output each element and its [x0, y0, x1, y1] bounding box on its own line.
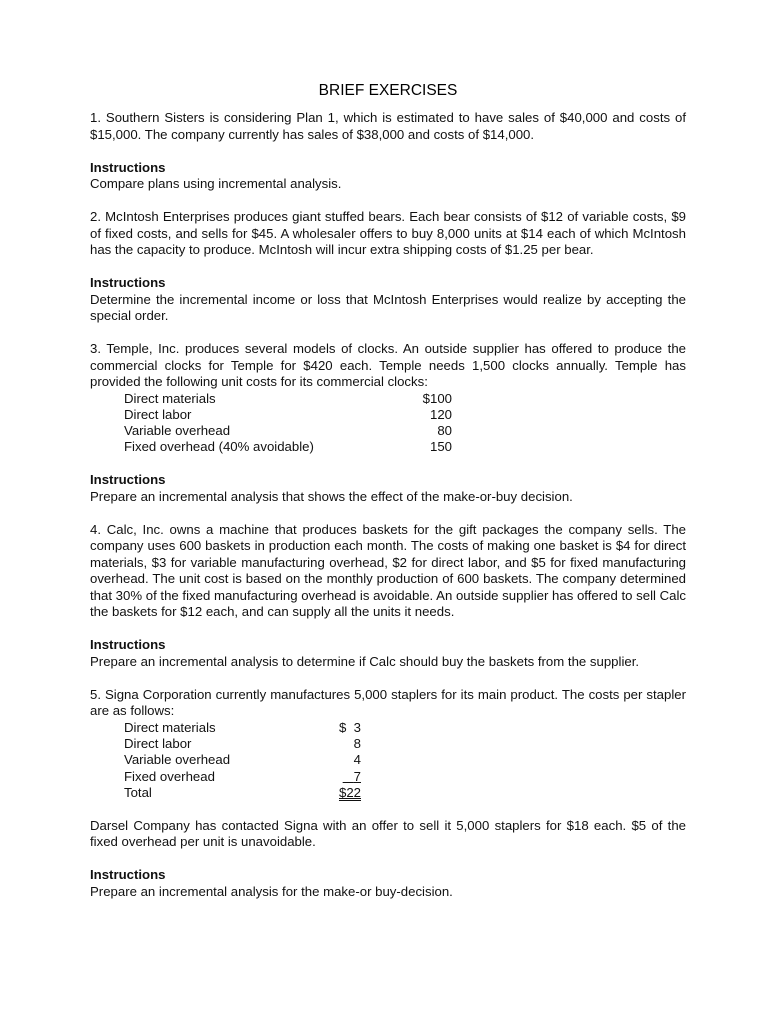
- cost-label: Variable overhead: [124, 752, 231, 768]
- cost-label: Direct labor: [124, 735, 192, 751]
- exercise-2-text: 2. McIntosh Enterprises produces giant stuffed bears. Each bear consists of $12 of variable costs, $9 of fixed costs, and sells for $45. A wholesaler offers to buy 8,000 units at $14 each of which McIntosh has the capacity to produce. McIntosh will incur extra shipping costs of $1.25 per bear.: [90, 209, 686, 257]
- cost-value: 120: [429, 406, 452, 422]
- cost-row: [124, 752, 361, 768]
- cost-row: [124, 439, 452, 455]
- exercise-3-instructions: Prepare an incremental analysis that shows the effect of the make-or-buy decision.: [90, 488, 573, 504]
- cost-label: Total: [124, 784, 152, 800]
- exercise-5-cost-table: [124, 720, 361, 801]
- document-body: [90, 82, 686, 900]
- exercise-4-text: 4. Calc, Inc. owns a machine that produces baskets for the gift packages the company sells. The company uses 600 baskets in production each month. The costs of making one basket is $4 for direct materials, $3 for variable manufacturing overhead, $2 for direct labor, and $5 for fixed manufacturing overhead. The unit cost is based on the monthly production of 600 baskets. The company determined that 30% of the fixed manufacturing overhead is avoidable. An outside supplier has offered to sell Calc the baskets for $12 each, and can supply all the units it needs.: [90, 521, 686, 620]
- cost-label: Direct materials: [124, 719, 216, 735]
- cost-label: Direct materials: [124, 390, 216, 406]
- exercise-5-text: 5. Signa Corporation currently manufactures 5,000 staplers for its main product. The costs per stapler are as follows:: [90, 686, 686, 719]
- cost-label: Variable overhead: [124, 423, 231, 439]
- exercise-1-instructions: Compare plans using incremental analysis.: [90, 176, 342, 191]
- cost-value: 80: [437, 423, 452, 439]
- exercise-2-instructions-label: Instructions: [90, 275, 166, 290]
- dollar-sign: $: [338, 719, 347, 735]
- cost-row: [124, 407, 452, 423]
- cost-row-total: [124, 785, 361, 801]
- cost-row: [124, 736, 361, 752]
- cost-label: Fixed overhead: [124, 768, 215, 784]
- exercise-5-text-2: Darsel Company has contacted Signa with an offer to sell it 5,000 staplers for $18 each. $5 of the fixed overhead per unit is unavoidable.: [90, 817, 686, 850]
- cost-value: [334, 769, 361, 785]
- cost-row: [124, 423, 452, 439]
- page-title: BRIEF EXERCISES: [318, 82, 458, 99]
- cost-amount: 7: [353, 768, 361, 784]
- cost-row: [124, 720, 361, 736]
- cost-row: [124, 391, 452, 407]
- exercise-4-instructions: Prepare an incremental analysis to determine if Calc should buy the baskets from the supplier.: [90, 653, 640, 669]
- cost-label: Fixed overhead (40% avoidable): [124, 439, 314, 455]
- exercise-1-text: 1. Southern Sisters is considering Plan 1, which is estimated to have sales of $40,000 and costs of $15,000. The company currently has sales of $38,000 and costs of $14,000.: [90, 110, 686, 142]
- cost-value: 4: [353, 752, 361, 768]
- exercise-5-instructions-label: Instructions: [90, 867, 166, 883]
- cost-value: $100: [422, 390, 452, 406]
- exercise-4-instructions-label: Instructions: [90, 637, 166, 653]
- exercise-3-cost-table: [124, 391, 452, 456]
- exercise-5-instructions: Prepare an incremental analysis for the make-or buy-decision.: [90, 883, 453, 899]
- exercise-3-instructions-label: Instructions: [90, 472, 166, 488]
- cost-label: Direct labor: [124, 406, 192, 422]
- cost-row: [124, 769, 361, 785]
- cost-value: 8: [353, 735, 361, 751]
- exercise-2-instructions: Determine the incremental income or loss that McIntosh Enterprises would realize by accepting the special order.: [90, 291, 686, 323]
- cost-amount: 3: [353, 719, 361, 735]
- cost-value: [334, 785, 361, 801]
- cost-value: 150: [429, 439, 452, 455]
- exercise-1-instructions-label: Instructions: [90, 159, 166, 175]
- cost-value: [334, 720, 361, 736]
- cost-total: $22: [338, 784, 361, 800]
- exercise-3-text: 3. Temple, Inc. produces several models of clocks. An outside supplier has offered to produce the commercial clocks for Temple for $420 each. Temple needs 1,500 clocks annually. Temple has provided the following unit costs for its commercial clocks:: [90, 341, 686, 389]
